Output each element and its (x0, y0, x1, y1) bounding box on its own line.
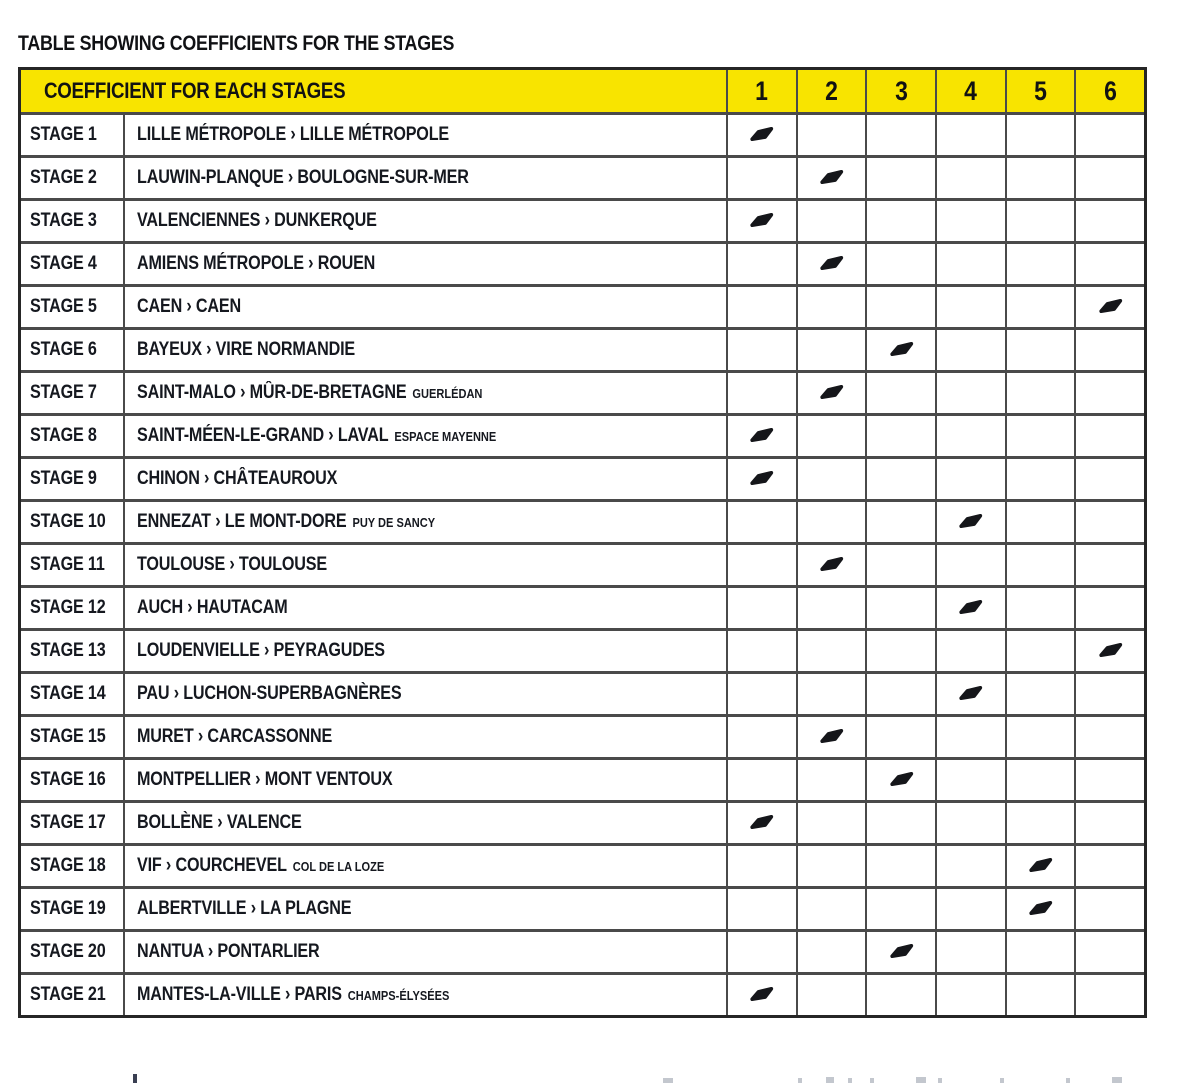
coefficient-cell-3 (867, 760, 935, 800)
coefficient-cell-2 (798, 158, 866, 198)
coefficient-cell-2 (798, 201, 866, 241)
coefficient-cell-1 (728, 115, 796, 155)
coefficient-cell-5 (1007, 373, 1075, 413)
coefficient-cell-1 (728, 201, 796, 241)
stage-label (21, 373, 123, 413)
stage-route (125, 846, 726, 886)
coefficient-cell-6 (1076, 373, 1144, 413)
stage-route-suffix: COL DE LA LOZE (292, 859, 385, 874)
cutoff-text-fragment (1112, 1077, 1122, 1083)
coefficient-cell-5 (1007, 674, 1075, 714)
coefficient-cell-6 (1076, 459, 1144, 499)
coefficient-cell-3 (867, 244, 935, 284)
stage-route (125, 330, 726, 370)
coefficient-cell-3 (867, 889, 935, 929)
coefficient-cell-5 (1007, 416, 1075, 456)
coefficient-cell-5 (1007, 588, 1075, 628)
stage-label (21, 545, 123, 585)
stage-route (125, 459, 726, 499)
coefficient-cell-6 (1076, 416, 1144, 456)
coefficient-cell-5 (1007, 502, 1075, 542)
stage-route-text: SAINT-MALO › MÛR-DE-BRETAGNE GUERLÉDAN (137, 382, 483, 403)
stage-label-text: STAGE 9 (30, 468, 97, 489)
stage-route (125, 545, 726, 585)
coefficient-cell-2 (798, 631, 866, 671)
coefficient-cell-4 (937, 932, 1005, 972)
coefficient-cell-6 (1076, 502, 1144, 542)
coefficient-cell-1 (728, 889, 796, 929)
coefficient-cell-4 (937, 158, 1005, 198)
coefficient-check-icon (748, 213, 775, 229)
coefficient-cell-4 (937, 459, 1005, 499)
coefficient-cell-5 (1007, 889, 1075, 929)
coefficient-cell-1 (728, 502, 796, 542)
coefficient-cell-4 (937, 330, 1005, 370)
stage-label (21, 287, 123, 327)
stage-route-text: NANTUA › PONTARLIER (137, 941, 320, 962)
stage-label (21, 588, 123, 628)
stage-route-suffix: CHAMPS-ÉLYSÉES (347, 988, 450, 1003)
stage-route-text: SAINT-MÉEN-LE-GRAND › LAVAL ESPACE MAYENNE (137, 425, 497, 446)
coefficient-cell-2 (798, 502, 866, 542)
coefficient-column-header (798, 70, 866, 112)
stage-route-text: TOULOUSE › TOULOUSE (137, 554, 327, 575)
coefficient-cell-2 (798, 674, 866, 714)
coefficient-cell-3 (867, 416, 935, 456)
stage-label (21, 717, 123, 757)
cutoff-text-fragment (870, 1078, 874, 1083)
coefficient-cell-3 (867, 803, 935, 843)
stage-route-text: LAUWIN-PLANQUE › BOULOGNE-SUR-MER (137, 167, 469, 188)
stage-route (125, 158, 726, 198)
coefficient-cell-5 (1007, 287, 1075, 327)
stage-route-text: ALBERTVILLE › LA PLAGNE (137, 898, 352, 919)
coefficient-cell-4 (937, 717, 1005, 757)
coefficient-column-number: 6 (1103, 75, 1117, 106)
stage-label-text: STAGE 21 (30, 984, 106, 1005)
stage-route (125, 115, 726, 155)
stage-label (21, 502, 123, 542)
coefficient-column-number: 1 (755, 75, 769, 106)
coefficient-cell-5 (1007, 631, 1075, 671)
stage-label-text: STAGE 12 (30, 597, 106, 618)
stage-label-text: STAGE 15 (30, 726, 106, 747)
coefficient-check-icon (1097, 299, 1124, 315)
coefficient-check-icon (818, 256, 845, 272)
coefficient-cell-6 (1076, 244, 1144, 284)
coefficient-cell-6 (1076, 588, 1144, 628)
stage-route-text: CAEN › CAEN (137, 296, 242, 317)
coefficient-cell-2 (798, 545, 866, 585)
coefficient-column-header (867, 70, 935, 112)
stage-label-text: STAGE 17 (30, 812, 106, 833)
coefficient-cell-1 (728, 373, 796, 413)
coefficient-cell-2 (798, 115, 866, 155)
coefficient-cell-2 (798, 588, 866, 628)
coefficient-cell-2 (798, 846, 866, 886)
coefficient-check-icon (888, 772, 915, 788)
coefficient-cell-6 (1076, 545, 1144, 585)
coefficient-cell-4 (937, 115, 1005, 155)
coefficient-cell-6 (1076, 330, 1144, 370)
coefficient-cell-1 (728, 416, 796, 456)
stage-route (125, 502, 726, 542)
coefficient-check-icon (748, 428, 775, 444)
stage-route-text: VIF › COURCHEVEL COL DE LA LOZE (137, 855, 385, 876)
coefficient-cell-5 (1007, 803, 1075, 843)
coefficient-check-icon (1097, 643, 1124, 659)
stage-label-text: STAGE 6 (30, 339, 97, 360)
coefficient-column-number: 2 (825, 75, 838, 106)
stage-label (21, 631, 123, 671)
coefficient-cell-2 (798, 459, 866, 499)
coefficient-cell-1 (728, 459, 796, 499)
coefficient-check-icon (888, 342, 915, 358)
coefficient-cell-3 (867, 502, 935, 542)
coefficient-cell-5 (1007, 244, 1075, 284)
coefficient-cell-4 (937, 760, 1005, 800)
page-title (18, 32, 531, 56)
stage-route (125, 674, 726, 714)
coefficient-column-header (1076, 70, 1144, 112)
stage-label-text: STAGE 16 (30, 769, 106, 790)
coefficient-cell-3 (867, 588, 935, 628)
stage-label (21, 932, 123, 972)
coefficient-check-icon (957, 686, 984, 702)
coefficient-cell-4 (937, 373, 1005, 413)
coefficient-cell-2 (798, 330, 866, 370)
stage-route-text: BOLLÈNE › VALENCE (137, 812, 302, 833)
coefficient-cell-3 (867, 158, 935, 198)
coefficient-cell-3 (867, 115, 935, 155)
cutoff-text-fragment (826, 1077, 834, 1083)
coefficient-cell-2 (798, 760, 866, 800)
coefficient-cell-6 (1076, 932, 1144, 972)
stage-route (125, 803, 726, 843)
coefficient-cell-2 (798, 932, 866, 972)
stage-route-text: ENNEZAT › LE MONT-DORE PUY DE SANCY (137, 511, 436, 532)
coefficient-cell-6 (1076, 803, 1144, 843)
coefficient-check-icon (748, 471, 775, 487)
stage-route (125, 373, 726, 413)
stage-label (21, 889, 123, 929)
coefficient-cell-5 (1007, 545, 1075, 585)
coefficient-cell-1 (728, 287, 796, 327)
coefficient-cell-4 (937, 803, 1005, 843)
coefficient-cell-4 (937, 674, 1005, 714)
coefficient-cell-1 (728, 545, 796, 585)
stage-route (125, 932, 726, 972)
cutoff-text-fragment (798, 1078, 802, 1083)
stage-label-text: STAGE 19 (30, 898, 106, 919)
coefficient-check-icon (957, 600, 984, 616)
coefficient-cell-5 (1007, 760, 1075, 800)
coefficient-cell-5 (1007, 846, 1075, 886)
stage-route-text: PAU › LUCHON-SUPERBAGNÈRES (137, 683, 402, 704)
stage-route-text: LILLE MÉTROPOLE › LILLE MÉTROPOLE (137, 124, 450, 145)
coefficient-cell-3 (867, 932, 935, 972)
stage-route (125, 287, 726, 327)
stage-label-text: STAGE 1 (30, 124, 97, 145)
stage-label-text: STAGE 8 (30, 425, 97, 446)
stage-route-text: BAYEUX › VIRE NORMANDIE (137, 339, 356, 360)
stage-label-text: STAGE 18 (30, 855, 106, 876)
coefficient-column-header (1007, 70, 1075, 112)
coefficient-check-icon (818, 170, 845, 186)
coefficient-cell-2 (798, 889, 866, 929)
stage-label-text: STAGE 13 (30, 640, 106, 661)
coefficient-cell-6 (1076, 846, 1144, 886)
coefficient-cell-6 (1076, 158, 1144, 198)
coefficient-cell-6 (1076, 674, 1144, 714)
stage-route-text: VALENCIENNES › DUNKERQUE (137, 210, 377, 231)
coefficient-cell-4 (937, 287, 1005, 327)
coefficient-check-icon (748, 987, 775, 1003)
coefficient-cell-3 (867, 330, 935, 370)
coefficient-cell-3 (867, 545, 935, 585)
stage-route-text: MONTPELLIER › MONT VENTOUX (137, 769, 393, 790)
stage-route-suffix: ESPACE MAYENNE (394, 429, 497, 444)
coefficient-cell-3 (867, 975, 935, 1015)
cutoff-text-fragment (1066, 1078, 1070, 1083)
coefficient-cell-2 (798, 373, 866, 413)
coefficient-cell-5 (1007, 717, 1075, 757)
coefficient-check-icon (818, 385, 845, 401)
stage-label-text: STAGE 7 (30, 382, 97, 403)
cutoff-text-fragment (663, 1078, 673, 1083)
stage-label-text: STAGE 5 (30, 296, 97, 317)
stage-route (125, 416, 726, 456)
stage-route (125, 244, 726, 284)
coefficient-cell-4 (937, 588, 1005, 628)
coefficient-cell-6 (1076, 287, 1144, 327)
stage-label-text: STAGE 2 (30, 167, 97, 188)
coefficient-cell-3 (867, 846, 935, 886)
stage-label (21, 416, 123, 456)
cutoff-text-fragment (133, 1074, 137, 1083)
coefficient-cell-4 (937, 502, 1005, 542)
stage-label (21, 244, 123, 284)
coefficient-cell-4 (937, 201, 1005, 241)
stage-label (21, 115, 123, 155)
coefficient-cell-4 (937, 631, 1005, 671)
coefficient-cell-5 (1007, 158, 1075, 198)
stage-label (21, 459, 123, 499)
coefficient-cell-5 (1007, 975, 1075, 1015)
table-header-label-text: COEFFICIENT FOR EACH STAGES (44, 78, 346, 103)
coefficient-cell-3 (867, 201, 935, 241)
stage-route (125, 717, 726, 757)
coefficient-cell-1 (728, 760, 796, 800)
coefficient-cell-1 (728, 631, 796, 671)
stage-label (21, 975, 123, 1015)
coefficient-cell-1 (728, 674, 796, 714)
coefficient-check-icon (748, 127, 775, 143)
coefficient-cell-6 (1076, 115, 1144, 155)
stage-route (125, 631, 726, 671)
coefficient-cell-5 (1007, 330, 1075, 370)
coefficient-cell-4 (937, 846, 1005, 886)
cutoff-text-fragment (938, 1078, 942, 1083)
coefficient-cell-1 (728, 717, 796, 757)
stage-route (125, 588, 726, 628)
coefficient-cell-6 (1076, 201, 1144, 241)
coefficient-cell-1 (728, 588, 796, 628)
coefficient-column-number: 5 (1034, 75, 1047, 106)
stage-label-text: STAGE 14 (30, 683, 106, 704)
coefficient-cell-3 (867, 287, 935, 327)
stage-route-text: MURET › CARCASSONNE (137, 726, 333, 747)
stage-route-text: LOUDENVIELLE › PEYRAGUDES (137, 640, 385, 661)
coefficient-check-icon (748, 815, 775, 831)
coefficients-table (18, 67, 1147, 1018)
coefficient-cell-2 (798, 416, 866, 456)
coefficient-check-icon (1027, 858, 1054, 874)
coefficient-cell-1 (728, 244, 796, 284)
coefficient-cell-2 (798, 975, 866, 1015)
stage-route (125, 889, 726, 929)
coefficient-cell-4 (937, 889, 1005, 929)
coefficient-cell-3 (867, 631, 935, 671)
coefficient-cell-2 (798, 803, 866, 843)
coefficient-cell-1 (728, 975, 796, 1015)
coefficient-column-number: 4 (964, 75, 978, 106)
stage-route-text: AMIENS MÉTROPOLE › ROUEN (137, 253, 376, 274)
coefficient-cell-3 (867, 674, 935, 714)
stage-label-text: STAGE 10 (30, 511, 106, 532)
coefficient-cell-4 (937, 416, 1005, 456)
stage-route-text: MANTES-LA-VILLE › PARIS CHAMPS-ÉLYSÉES (137, 984, 450, 1005)
coefficient-cell-4 (937, 244, 1005, 284)
stage-route-text: AUCH › HAUTACAM (137, 597, 288, 618)
stage-label (21, 158, 123, 198)
stage-label (21, 760, 123, 800)
coefficient-cell-6 (1076, 717, 1144, 757)
stage-label (21, 674, 123, 714)
coefficient-check-icon (818, 557, 845, 573)
coefficient-cell-2 (798, 244, 866, 284)
coefficient-cell-3 (867, 717, 935, 757)
stage-label (21, 803, 123, 843)
page-title-text: TABLE SHOWING COEFFICIENTS FOR THE STAGES (18, 32, 455, 55)
stage-label-text: STAGE 4 (30, 253, 97, 274)
coefficient-cell-1 (728, 846, 796, 886)
stage-route-suffix: GUERLÉDAN (412, 386, 483, 401)
coefficient-cell-1 (728, 932, 796, 972)
coefficient-cell-5 (1007, 932, 1075, 972)
coefficient-check-icon (888, 944, 915, 960)
coefficient-check-icon (818, 729, 845, 745)
coefficient-check-icon (957, 514, 984, 530)
stage-label (21, 330, 123, 370)
coefficient-column-header (937, 70, 1005, 112)
coefficient-cell-5 (1007, 201, 1075, 241)
cutoff-text-fragment (848, 1078, 852, 1083)
stage-route-text: CHINON › CHÂTEAUROUX (137, 468, 338, 489)
stage-route-suffix: PUY DE SANCY (352, 515, 436, 530)
stage-route (125, 201, 726, 241)
coefficient-cell-1 (728, 158, 796, 198)
stage-label-text: STAGE 20 (30, 941, 106, 962)
coefficient-cell-6 (1076, 760, 1144, 800)
coefficient-cell-1 (728, 330, 796, 370)
coefficient-cell-6 (1076, 975, 1144, 1015)
coefficient-cell-2 (798, 287, 866, 327)
coefficient-cell-6 (1076, 631, 1144, 671)
coefficient-column-header (728, 70, 796, 112)
table-header-label (21, 70, 726, 112)
coefficient-cell-4 (937, 545, 1005, 585)
coefficient-cell-4 (937, 975, 1005, 1015)
coefficient-cell-1 (728, 803, 796, 843)
coefficient-cell-2 (798, 717, 866, 757)
stage-label (21, 846, 123, 886)
coefficient-cell-3 (867, 459, 935, 499)
coefficient-column-number: 3 (894, 75, 908, 106)
cutoff-text-fragment (916, 1077, 926, 1083)
stage-route (125, 760, 726, 800)
cutoff-text-fragment (1000, 1078, 1004, 1083)
coefficient-cell-3 (867, 373, 935, 413)
coefficient-cell-5 (1007, 459, 1075, 499)
stage-label-text: STAGE 3 (30, 210, 97, 231)
coefficient-cell-5 (1007, 115, 1075, 155)
stage-route (125, 975, 726, 1015)
stage-label-text: STAGE 11 (30, 554, 105, 575)
stage-label (21, 201, 123, 241)
coefficient-cell-6 (1076, 889, 1144, 929)
coefficient-check-icon (1027, 901, 1054, 917)
